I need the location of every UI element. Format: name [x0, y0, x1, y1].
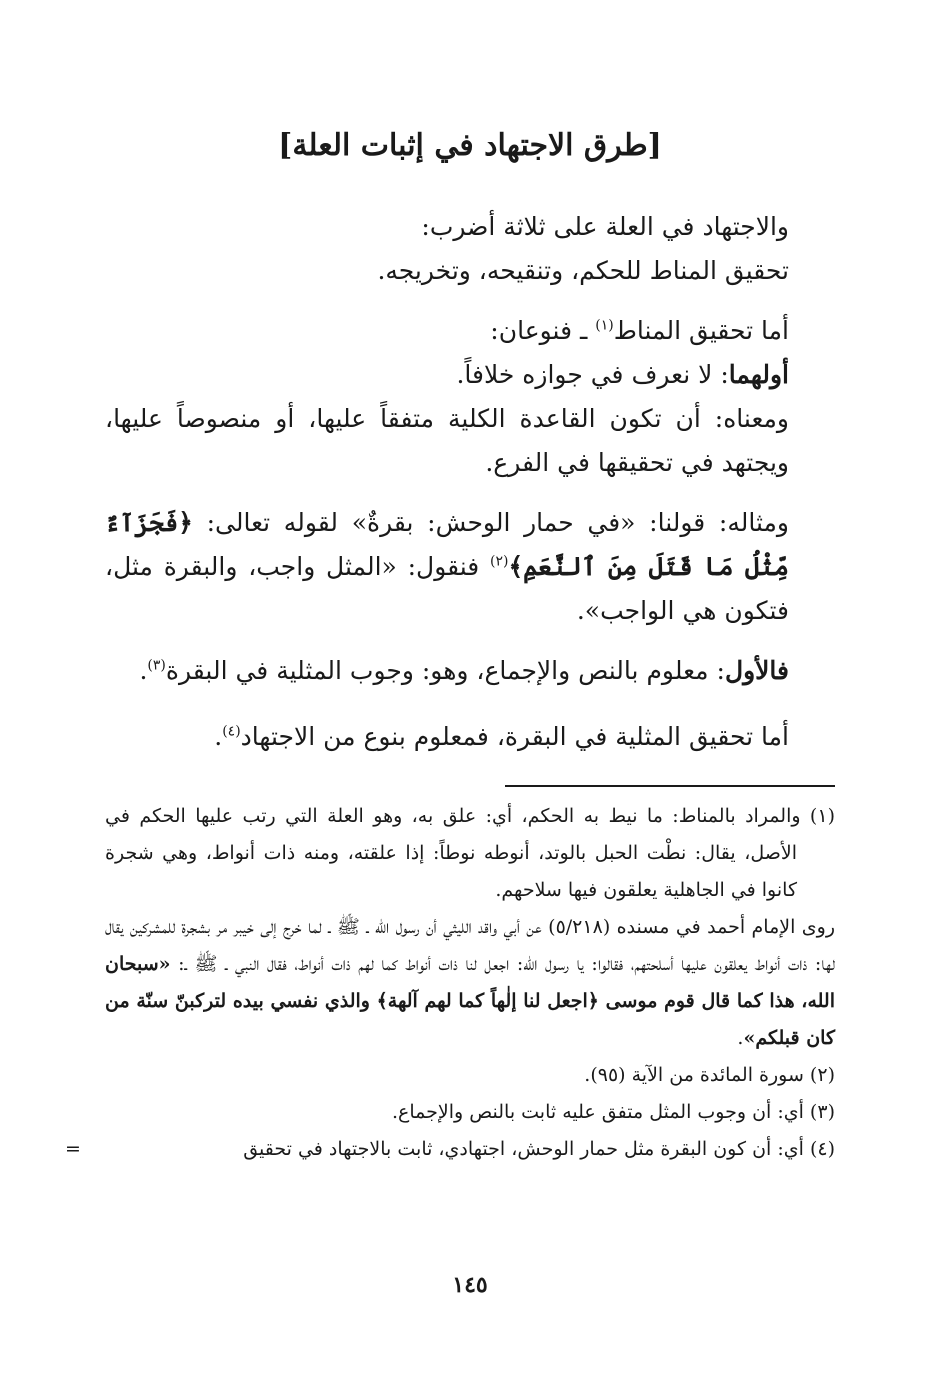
footnote-separator [505, 785, 835, 787]
paragraph-first: فالأول: معلوم بالنص والإجماع، وهو: وجوب المثلية في البقرة$^{(٣)}$. [139, 656, 789, 685]
footnote-ref-3: (٣) [147, 657, 166, 674]
section-title: [طرق الاجتهاد في إثبات العلة] [278, 128, 662, 163]
paragraph-intro: والاجتهاد في العلة على ثلاثة أضرب: [421, 212, 789, 241]
paragraph-tahqiq: أما تحقيق المناط$^{(١)}$ ـ فنوعان: [490, 316, 789, 345]
paragraph-second: أما تحقيق المثلية في البقرة، فمعلوم بنوع من الاجتهاد$^{(٤)}$. [214, 722, 789, 751]
footnote-ref-2: (٢) [490, 553, 509, 570]
footnote-ref-1: (١) [595, 317, 614, 334]
footnote-2: (٢) سورة المائدة من الآية (٩٥). [584, 1064, 835, 1086]
continuation-mark: = [65, 1138, 81, 1160]
paragraph-example: ومثاله: قولنا: «في حمار الوحش: بقرةٌ» لقوله تعالى: ﴿فَجَزَآءٌ مِّثْلُ مَا قَتَلَ مِنَ ٱلنَّعَمِ﴾$^{(٢)}$ فنقول: «المثل واجب، والبقرة مثل، فتكون هي الواجب». [105, 508, 789, 625]
paragraph-types: تحقيق المناط للحكم، وتنقيحه، وتخريجه. [377, 256, 789, 285]
footnotes [65, 798, 835, 1168]
footnote-ref-4: (٤) [222, 723, 241, 740]
page-number: ١٤٥ [452, 1272, 488, 1298]
footnote-4: (٤) أي: أن كون البقرة مثل حمار الوحش، اجتهادي، ثابت بالاجتهاد في تحقيق = [105, 1131, 835, 1168]
quran-quote: ﴿فَجَزَآءٌ مِّثْلُ مَا قَتَلَ مِنَ ٱلنَّعَمِ﴾ [105, 508, 789, 581]
footnote-3: (٣) أي: أن وجوب المثل متفق عليه ثابت بالنص والإجماع. [392, 1101, 835, 1123]
paragraph-meaning: ومعناه: أن تكون القاعدة الكلية متفقاً عليها، أو منصوصاً عليها، ويجتهد في تحقيقها في الفرع. [105, 404, 789, 477]
footnote-1: (١) والمراد بالمناط: ما نيط به الحكم، أي: علق به، وهو العلة التي رتب عليها الحكم في الأصل، يقال: نطْت الحبل بالوتد، أنوطه نوطاً: إذا علقته، ومنه ذات أنواط، وهي شجرة كانوا في الجاهلية يعلقون فيها سلاحهم. [105, 805, 835, 901]
paragraph-first-type: أولهما: لا نعرف في جوازه خلافاً. [456, 360, 789, 389]
footnote-1-hadith: روى الإمام أحمد في مسنده (٥/٢١٨) عن أبي واقد الليثي أن رسول الله ـ ﷺ ـ لما خرج إلى خيبر مر بشجرة للمشركين يقال لها: ذات أنواط يعلقون عليها أسلحتهم، فقالوا: يا رسول الله: اجعل لنا ذات أنواط كما لهم ذات أنواط، فقال النبي ـ ﷺ ـ: «سبحان الله، هذا كما قال قوم موسى ﴿اجعل لنا إلٰهاً كما لهم آلهة﴾ والذي نفسي بيده لتركبنّ سنّة من كان قبلكم». [105, 916, 835, 1049]
main-text [105, 205, 835, 759]
